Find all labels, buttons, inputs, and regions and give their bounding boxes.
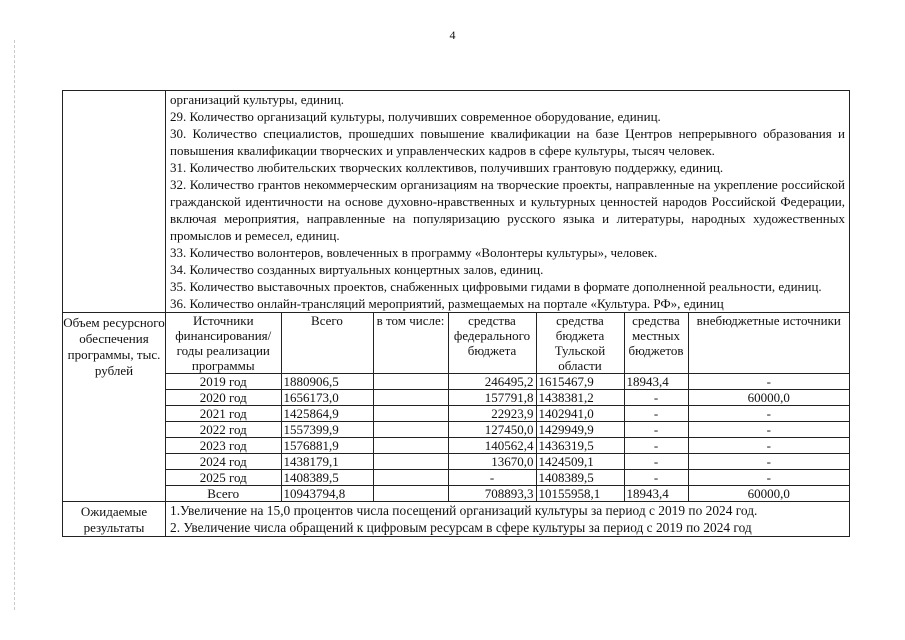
goal-item: 30. Количество специалистов, прошедших повышение квалификации на базе Центров непрерывного образования и повышения квалификации творческих и управленческих кадров в сфере культуры, тысяч человек. bbox=[170, 126, 845, 158]
goal-item: 35. Количество выставочных проектов, снабженных цифровыми гидами в формате дополненной реальности, единиц. bbox=[170, 279, 822, 294]
federal-cell: 140562,4 bbox=[448, 438, 536, 454]
expected-results-label: Ожидаемые результаты bbox=[63, 502, 166, 537]
regional-cell: 1424509,1 bbox=[536, 454, 624, 470]
regional-cell: 1402941,0 bbox=[536, 406, 624, 422]
table-row bbox=[166, 438, 849, 454]
empty-cell bbox=[373, 406, 448, 422]
federal-cell: 157791,8 bbox=[448, 390, 536, 406]
table-row bbox=[166, 486, 849, 502]
total-cell: 1408389,5 bbox=[281, 470, 373, 486]
empty-cell bbox=[373, 374, 448, 390]
header-cell: в том числе: bbox=[373, 313, 448, 374]
total-cell: 1880906,5 bbox=[281, 374, 373, 390]
goal-item: 34. Количество созданных виртуальных концертных залов, единиц. bbox=[170, 262, 544, 277]
federal-cell: - bbox=[448, 470, 536, 486]
header-cell: средства федерального бюджета bbox=[448, 313, 536, 374]
local-cell: - bbox=[624, 470, 688, 486]
goals-list bbox=[166, 91, 850, 313]
empty-cell bbox=[373, 422, 448, 438]
local-cell: - bbox=[624, 438, 688, 454]
total-cell: 1438179,1 bbox=[281, 454, 373, 470]
federal-cell: 708893,3 bbox=[448, 486, 536, 502]
year-cell: Всего bbox=[166, 486, 281, 502]
passport-table bbox=[62, 90, 850, 537]
resources-cell bbox=[166, 313, 850, 502]
extra-cell: - bbox=[688, 438, 849, 454]
margin-dashed-line bbox=[14, 40, 15, 610]
extra-cell: - bbox=[688, 422, 849, 438]
local-cell: - bbox=[624, 454, 688, 470]
year-cell: 2019 год bbox=[166, 374, 281, 390]
empty-cell bbox=[373, 470, 448, 486]
extra-cell: - bbox=[688, 454, 849, 470]
regional-cell: 1436319,5 bbox=[536, 438, 624, 454]
table-row bbox=[166, 406, 849, 422]
year-cell: 2025 год bbox=[166, 470, 281, 486]
table-row bbox=[166, 422, 849, 438]
federal-cell: 13670,0 bbox=[448, 454, 536, 470]
total-cell: 1425864,9 bbox=[281, 406, 373, 422]
goal-item: 36. Количество онлайн-трансляций мероприятий, размещаемых на портале «Культура. РФ», единиц bbox=[170, 296, 724, 311]
table-row bbox=[166, 390, 849, 406]
local-cell: - bbox=[624, 422, 688, 438]
table-row bbox=[166, 374, 849, 390]
header-cell: Всего bbox=[281, 313, 373, 374]
expected-item: 2. Увеличение числа обращений к цифровым ресурсам в сфере культуры за период с 2019 по 2024 год bbox=[170, 520, 752, 535]
total-cell: 1656173,0 bbox=[281, 390, 373, 406]
goal-item: 29. Количество организаций культуры, получивших современное оборудование, единиц. bbox=[170, 109, 661, 124]
extra-cell: 60000,0 bbox=[688, 486, 849, 502]
year-cell: 2024 год bbox=[166, 454, 281, 470]
empty-cell bbox=[373, 486, 448, 502]
year-cell: 2022 год bbox=[166, 422, 281, 438]
extra-cell: - bbox=[688, 374, 849, 390]
total-cell: 1557399,9 bbox=[281, 422, 373, 438]
regional-cell: 1438381,2 bbox=[536, 390, 624, 406]
empty-cell bbox=[373, 438, 448, 454]
goal-item: 32. Количество грантов некоммерческим организациям на творческие проекты, направленные на укрепление российской гражданской идентичности на основе духовно-нравственных и культурных ценностей народов Российской Федерации, включая мероприятия, направленные на популяризацию русского языка и литературы, народных художественных промыслов и ремесел, единиц. bbox=[170, 177, 845, 243]
extra-cell: - bbox=[688, 406, 849, 422]
goals-row-label bbox=[63, 91, 166, 313]
year-cell: 2023 год bbox=[166, 438, 281, 454]
extra-cell: - bbox=[688, 470, 849, 486]
regional-cell: 1615467,9 bbox=[536, 374, 624, 390]
total-cell: 1576881,9 bbox=[281, 438, 373, 454]
federal-cell: 127450,0 bbox=[448, 422, 536, 438]
header-cell: средства бюджета Тульской области bbox=[536, 313, 624, 374]
goal-item: 31. Количество любительских творческих коллективов, получивших грантовую поддержку, единиц. bbox=[170, 160, 724, 175]
local-cell: - bbox=[624, 390, 688, 406]
resources-row-label: Объем ресурсного обеспечения программы, тыс. рублей bbox=[63, 313, 166, 502]
table-row bbox=[166, 470, 849, 486]
header-cell: Источники финансирования/ годы реализации программы bbox=[166, 313, 281, 374]
resources-row bbox=[63, 313, 850, 502]
extra-cell: 60000,0 bbox=[688, 390, 849, 406]
local-cell: - bbox=[624, 406, 688, 422]
table-row bbox=[166, 454, 849, 470]
page-number: 4 bbox=[449, 28, 456, 42]
financing-header-row bbox=[166, 313, 849, 374]
expected-results-row bbox=[63, 502, 850, 537]
regional-cell: 1429949,9 bbox=[536, 422, 624, 438]
goals-row bbox=[63, 91, 850, 313]
financing-table bbox=[166, 313, 849, 501]
total-cell: 10943794,8 bbox=[281, 486, 373, 502]
header-cell: средства местных бюджетов bbox=[624, 313, 688, 374]
regional-cell: 10155958,1 bbox=[536, 486, 624, 502]
expected-results-list bbox=[166, 502, 850, 537]
regional-cell: 1408389,5 bbox=[536, 470, 624, 486]
local-cell: 18943,4 bbox=[624, 374, 688, 390]
federal-cell: 246495,2 bbox=[448, 374, 536, 390]
expected-item: 1.Увеличение на 15,0 процентов числа посещений организаций культуры за период с 2019 по 2024 год. bbox=[170, 503, 758, 518]
year-cell: 2020 год bbox=[166, 390, 281, 406]
goal-item: 33. Количество волонтеров, вовлеченных в программу «Волонтеры культуры», человек. bbox=[170, 245, 658, 260]
empty-cell bbox=[373, 454, 448, 470]
goal-item: организаций культуры, единиц. bbox=[170, 92, 345, 107]
local-cell: 18943,4 bbox=[624, 486, 688, 502]
year-cell: 2021 год bbox=[166, 406, 281, 422]
federal-cell: 22923,9 bbox=[448, 406, 536, 422]
empty-cell bbox=[373, 390, 448, 406]
passport-table-fragment bbox=[62, 90, 850, 537]
header-cell: внебюджетные источники bbox=[688, 313, 849, 374]
